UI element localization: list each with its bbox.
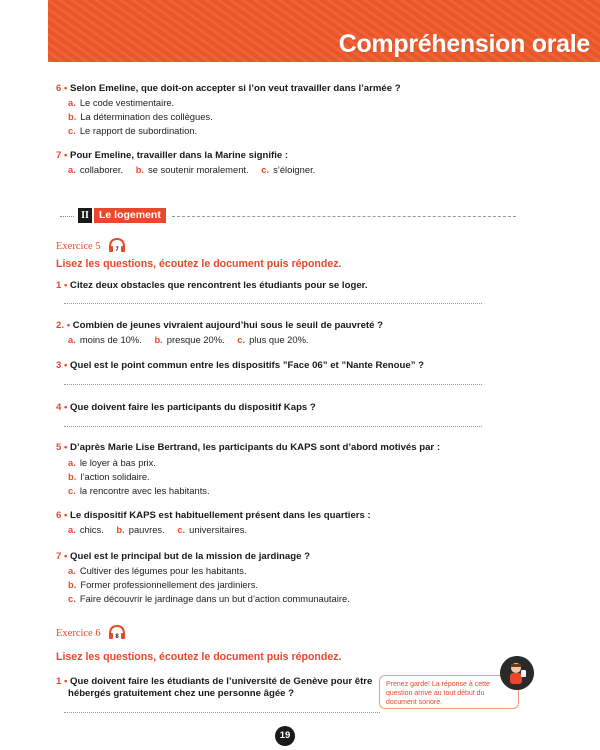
headphones-icon[interactable] (108, 625, 126, 639)
question-1: 1 • Que doivent faire les étudiants de l’université de Genève pour être (56, 676, 373, 687)
question-6: 6 • Selon Emeline, que doit-on accepter si l’on veut travailler dans l’armée ? (56, 83, 401, 94)
question-4: 4 • Que doivent faire les participants du dispositif Kaps ? (56, 402, 316, 413)
question-7: 7 • Quel est le principal but de la mission de jardinage ? (56, 551, 310, 562)
answer-line[interactable] (64, 426, 482, 427)
option-b[interactable]: b. Former professionnellement des jardiniers. (68, 579, 259, 590)
answer-line[interactable] (64, 303, 482, 304)
exercise-instruction: Lisez les questions, écoutez le document puis répondez. (56, 258, 342, 270)
answer-line[interactable] (64, 712, 380, 713)
mascot-avatar (500, 656, 534, 690)
question-7: 7 • Pour Emeline, travailler dans la Marine signifie : (56, 150, 289, 161)
answer-line[interactable] (64, 384, 482, 385)
section-header (60, 211, 516, 221)
option-c[interactable]: c. Faire découvrir le jardinage dans un but d’action communautaire. (68, 593, 350, 604)
exercise-6-label: Exercice 6 (56, 628, 101, 639)
divider (60, 216, 74, 217)
section-title: Le logement (94, 208, 166, 223)
question-2: 2. • Combien de jeunes vivraient aujourd’hui sous le seuil de pauvreté ? (56, 320, 383, 331)
page-number: 19 (275, 726, 295, 746)
track-number: 7 (115, 247, 119, 252)
options-row[interactable]: a. chics. b. pauvres. c. universitaires. (68, 524, 247, 535)
question-5: 5 • D’après Marie Lise Bertrand, les participants du KAPS sont d’abord motivés par : (56, 442, 441, 453)
option-a[interactable]: a. le loyer à bas prix. (68, 457, 156, 468)
options-row[interactable]: a. collaborer. b. se soutenir moralement. c. s’éloigner. (68, 164, 316, 175)
track-number: 8 (115, 634, 119, 639)
question-3: 3 • Quel est le point commun entre les dispositifs ”Face 06” et ”Nante Renoue” ? (56, 360, 425, 371)
headphones-icon[interactable] (108, 238, 126, 252)
option-a[interactable]: a. Le code vestimentaire. (68, 97, 175, 108)
question-1: 1 • Citez deux obstacles que rencontrent les étudiants pour se loger. (56, 280, 368, 291)
chapter-title: Compréhension orale (338, 30, 590, 58)
question-1-continued: hébergés gratuitement chez une personne âgée ? (68, 688, 295, 699)
question-6: 6 • Le dispositif KAPS est habituellement présent dans les quartiers : (56, 510, 371, 521)
chapter-header-banner (48, 0, 600, 62)
option-a[interactable]: a. Cultiver des légumes pour les habitants. (68, 565, 247, 576)
option-c[interactable]: c. Le rapport de subordination. (68, 125, 198, 136)
option-b[interactable]: b. l’action solidaire. (68, 471, 150, 482)
divider (172, 216, 516, 217)
tip-box: Prenez garde! La réponse à cette question arrive au tout début du document sonore. (379, 675, 519, 709)
option-c[interactable]: c. la rencontre avec les habitants. (68, 485, 210, 496)
section-number: II (78, 208, 92, 223)
option-b[interactable]: b. La détermination des collègues. (68, 111, 213, 122)
mascot-icon (500, 656, 534, 690)
exercise-5-label: Exercice 5 (56, 241, 101, 252)
exercise-instruction: Lisez les questions, écoutez le document puis répondez. (56, 651, 342, 663)
options-row[interactable]: a. moins de 10%. b. presque 20%. c. plus que 20%. (68, 334, 309, 345)
